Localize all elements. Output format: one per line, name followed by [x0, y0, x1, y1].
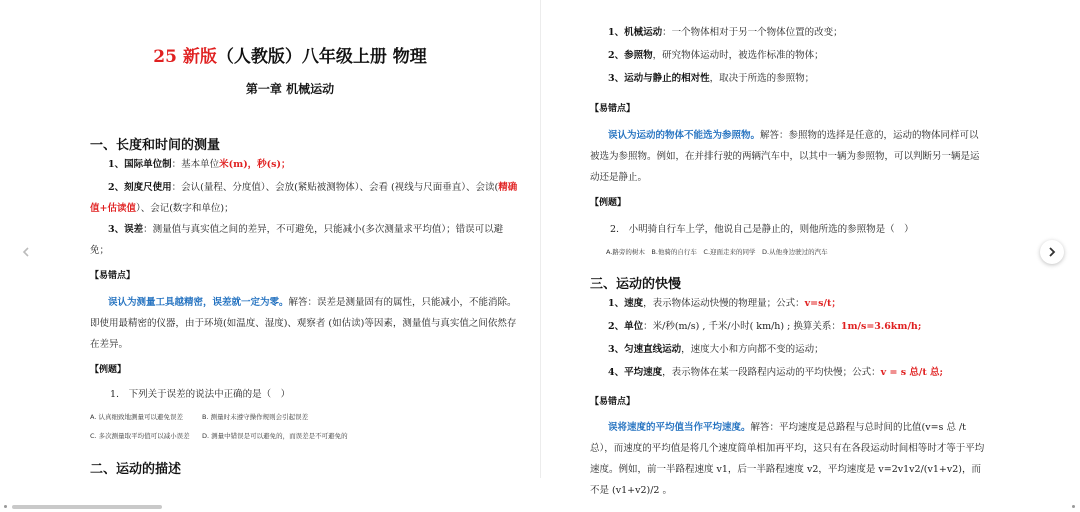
item-text: ：米/秒(m/s) , 千米/小时( km/h) ; 换算关系： — [643, 321, 841, 332]
item-label: 1、国际单位制 — [108, 159, 172, 170]
item-text: ：基本单位 — [171, 159, 220, 170]
easy-mistake-highlight: 误认为运动的物体不能选为参照物。 — [608, 130, 761, 141]
title-red-part: 25 新版 — [153, 47, 217, 67]
easy-mistake-tag: 【易错点】 — [90, 271, 136, 281]
easy-mistake-text: 解答：平均速度是总路程与总时间的比值(v=s 总 /t 总），而速度的平均值是将几个速度简单相加再平均，这只有在各段运动时间相等时才等于平均速度。例如，前一半路程速度 v1，后一半路程速度 v2，平均速度是 v=2v1v2/(v1+v2)，而不是 (v1+v2)/2 。 — [590, 422, 985, 496]
chevron-right-icon — [1046, 246, 1058, 258]
item-unit — [608, 316, 921, 337]
chevron-left-icon — [20, 246, 32, 258]
title-rest: （人教版）八年级上册 物理 — [216, 47, 427, 67]
item-text: ，表示物体运动快慢的物理量；公式： — [643, 298, 805, 309]
scroll-right-marker — [1072, 505, 1075, 508]
item-speed — [608, 293, 841, 314]
example-options-2: A.路旁的树木 B.他骑的自行车 C.迎面走来的同学 D.从他身边驶过的汽车 — [606, 248, 828, 256]
option-d: D. 测量中错误是可以避免的，而误差是不可避免的 — [202, 432, 348, 440]
item-ruler-usage — [90, 177, 520, 219]
item-text: ：一个物体相对于另一个物体位置的改变； — [662, 27, 843, 38]
item-reference-object — [608, 45, 824, 66]
item-average-speed — [608, 362, 943, 383]
item-red: 1m/s=3.6km/h; — [840, 321, 922, 332]
item-uniform-motion — [608, 339, 824, 360]
item-error — [90, 219, 520, 261]
prev-page-button[interactable] — [14, 240, 38, 264]
item-end: ）、会记(数字和单位)； — [135, 203, 234, 214]
item-label: 2、参照物 — [608, 50, 653, 61]
easy-mistake-highlight: 误认为测量工具越精密，误差就一定为零。 — [108, 297, 289, 308]
item-red: v = s 总/t 总; — [880, 367, 944, 378]
item-text: ：会认(量程、分度值）、会放(紧贴被测物体）、会看 (视线与尺面垂直）、会读( — [171, 182, 499, 193]
item-label: 2、刻度尺使用 — [108, 182, 172, 193]
item-label: 4、平均速度 — [608, 367, 663, 378]
document-page-right — [580, 0, 1000, 496]
item-red: v=s/t — [804, 298, 832, 309]
example-tag: 【例题】 — [90, 365, 127, 375]
section-heading-1: 一、长度和时间的测量 — [90, 138, 221, 153]
section-heading-3: 三、运动的快慢 — [590, 277, 682, 292]
item-label: 1、机械运动 — [608, 27, 663, 38]
easy-mistake-paragraph — [90, 292, 520, 355]
chapter-heading: 第一章 机械运动 — [245, 82, 335, 96]
item-label: 3、运动与静止的相对性 — [608, 73, 710, 84]
example-question-1: 1. 下列关于误差的说法中正确的是（ ） — [110, 389, 291, 400]
option-c: C. 多次测量取平均值可以减小误差 — [90, 432, 190, 440]
item-end: ； — [281, 159, 291, 170]
item-red: 精确值+估读值 — [90, 182, 518, 214]
easy-mistake-text: 解答：误差是测量固有的属性，只能减小，不能消除。即使用最精密的仪器，由于环境(如温度、湿度)、观察者 (如估读)等因素，测量值与真实值之间依然存在差异。 — [90, 297, 517, 350]
section-heading-2: 二、运动的描述 — [90, 462, 182, 477]
easy-mistake-tag-2: 【易错点】 — [590, 397, 636, 407]
example-tag: 【例题】 — [590, 198, 627, 208]
document-page-left — [80, 0, 541, 478]
item-text: ：测量值与真实值之间的差异，不可避免，只能减小(多次测量求平均值）；错误可以避免； — [90, 224, 504, 256]
example-question-2: 2. 小明骑自行车上学，他说自己是静止的，则他所选的参照物是（ ） — [610, 224, 914, 235]
item-text: ，研究物体运动时，被选作标准的物体； — [652, 50, 824, 61]
option-b: B. 测量时未遵守操作规则会引起误差 — [202, 413, 309, 421]
item-mechanical-motion — [608, 22, 843, 43]
item-label: 3、误差 — [108, 224, 144, 235]
item-text: ，速度大小和方向都不变的运动； — [681, 344, 824, 355]
scroll-left-marker — [4, 505, 7, 508]
easy-mistake-tag: 【易错点】 — [590, 104, 636, 114]
easy-mistake-highlight: 误将速度的平均值当作平均速度。 — [608, 422, 751, 433]
item-text: ，取决于所选的参照物； — [709, 73, 815, 84]
item-label: 2、单位 — [608, 321, 644, 332]
horizontal-scrollbar[interactable] — [12, 505, 162, 509]
item-text: ，表示物体在某一段路程内运动的平均快慢；公式： — [662, 367, 881, 378]
item-unit-system — [108, 154, 291, 175]
easy-mistake-paragraph — [590, 125, 988, 188]
item-label: 1、速度 — [608, 298, 644, 309]
option-a: A. 认真细致地测量可以避免误差 — [90, 413, 183, 421]
item-end: ； — [831, 298, 841, 309]
next-page-button[interactable] — [1040, 240, 1064, 264]
item-label: 3、匀速直线运动 — [608, 344, 682, 355]
item-relativity — [608, 68, 814, 89]
easy-mistake-text: 解答：参照物的选择是任意的，运动的物体同样可以被选为参照物。例如，在并排行驶的两辆汽车中，以其中一辆为参照物，可以判断另一辆是运动还是静止。 — [590, 130, 980, 183]
item-red: 米(m)，秒(s) — [219, 159, 282, 170]
document-title — [80, 42, 500, 67]
easy-mistake-paragraph-2 — [590, 417, 988, 501]
